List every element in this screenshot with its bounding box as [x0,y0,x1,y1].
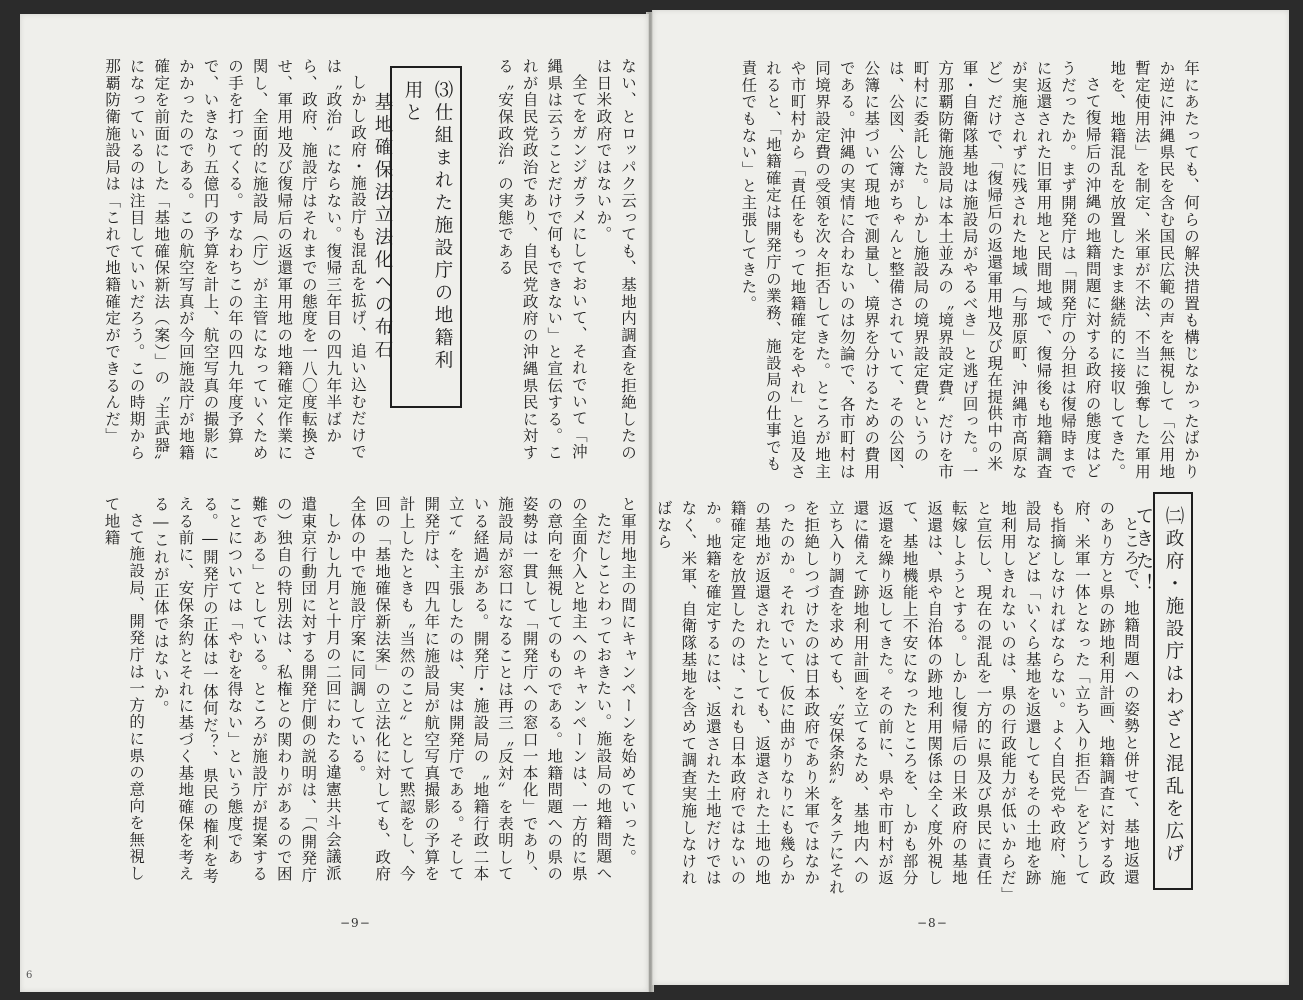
left-top-text-b [24,58,370,470]
right-top-paragraph-2: さて復帰后の沖縄の地籍問題に対する政府の態度はどうだったか。まず開発庁は「開発庁の分担は復帰時までに返還された旧軍用地と民間地域で、復帰後も地籍調査が実施されずに残された地域（与那原町、沖縄市高原など）だけで、「復帰后の返還軍用地及び現在提供中の米軍・自衛隊基地は施設局がやるべき」と逃げ回った。一方那覇防衛施設局は本土並みの〝境界設定費〟だけを市町村に委託した。しかし施設局の境界設定費というのは、公図、公簿がちゃんと整備されていて、その公図、公簿に基づいて現地で測量し、境界を分けるための費用である。沖縄の実情に合わないのは勿論で、各市町村は同境界設定費の受領を次々拒否してきた。ところが地主や市町村から「責任をもって地籍確定をやれ」と追及されると、「地籍確定は開発庁の業務、施設局の仕事でも責任でもない」と主張してきた。 [739,60,1102,480]
corner-mark: 6 [26,970,33,981]
left-bottom-paragraph-2: ただしことわっておきたい。施設局の地籍問題への全面介入と地主へのキャンペーンは、一方的に県の意向を無視してのものである。地籍問題への県の姿勢は一貫して「開発庁への窓口一本化」であり、施設局が窓口になることは再三〝反対〟を表明している経過がある。開発庁・施設局の〝地籍行政二本立て〟を主張したのは、実は開発庁である。そして開発庁は、四九年に施設局が航空写真撮影の予算を計上したときも〝当然のこと〟として黙認をし、今回の「基地確保新法案」の立法化に対しても、政府全体の中で施設庁案に同調している。 [348,496,613,883]
right-top-text [663,60,1203,484]
left-bottom-paragraph-4: さて施設局、開発庁は一方的に県の意向を無視して地籍 [102,496,146,882]
right-page [652,10,1289,985]
page-number-9: −9− [340,916,371,930]
right-bottom-text [654,500,1143,896]
left-bottom-paragraph-1: と軍用地主の間にキャンペーンを始めていった。 [619,496,637,866]
left-bottom-text [34,496,640,896]
left-top-paragraph-3: しかし政府・施設庁も混乱を拡げ、追い込むだけでは〝政治〟にならない。復帰三年目の四九年半ばから、政府、施設庁はそれまでの態度を一八〇度転換させ、軍用地及び復帰后の返還軍用地の地籍確定作業に関し、全面的に施設局（庁）が主管になっていくための手を打ってくる。すなわちこの年の四九年度予算で、いきなり五億円の予算を計上、航空写真の撮影にかかったのである。この航空写真が今回施設庁が地籍確定を前面にした「基地確保新法（案）」の〝主武器〟になっているのは注目していいだろう。この時期から那覇防衛施設局は「これで地籍確定ができるんだ」 [103,58,367,463]
left-top-paragraph-1: ない、とロッパク云っても、基地内調査を拒絶したのは日米政府ではないか。 [594,58,637,462]
left-top-text-a [486,58,640,470]
right-section-heading: ㈡政府・施設庁はわざと混乱を広げてきた！ [1153,492,1193,890]
right-top-paragraph-1: 年にあたっても、何らの解決措置も構じなかったばかりか逆に沖縄県民を含む国民広範の声を無視して「公用地暫定使用法」を制定、米軍が不法、不当に強奪した軍用地を、地籍混乱を放置したまま継続的に接収してきた。 [1108,60,1200,480]
left-heading-line2: 基地確保法立法化への布石 [372,92,393,362]
page-number-8: −8− [917,916,948,930]
left-section-heading [372,66,462,408]
left-top-paragraph-2: 全てをガンジガラメにしておいて、それでいて「沖縄県は云うことだけで何もできない」と宣伝する。これが自民党政治であり、自民党政府の沖縄県民に対する〝安保政治〟の実態である [496,58,588,462]
left-page [20,14,649,992]
right-bottom-paragraph-1: ところで、地籍問題への姿勢と併せて、基地返還のあり方と県の跡地利用計画、地籍調査に対する政府、米軍一体となった「立ち入り拒否」をどうしても指摘しなければならない。よく自民党や政府、施設局などは「いくら基地を返還してもその土地を跡地利用しきれないのは、県の行政能力が低いからだ」と宣伝し、現在の混乱を一方的に県及び県民に責任転嫁しようとする。しかし復帰后の日米政府の基地返還は、県や自治体の跡地利用関係は全く度外視して、基地機能上不安になったところを、しかも部分返還を繰り返してきた。その前に、県や市町村が返還に備えて跡地利用計画を立てるため、基地内への立ち入り調査を求めても、〝安保条約〟をタテにそれを拒絶しつづけたのは日本政府であり米軍ではなかったのか。それでいて、仮に曲がりなりにも幾らかの基地が返還されたとしても、返還された土地の地籍確定を放置したのは、これも日本政府ではないのか。地籍を確定するには、返還された土地だけではなく、米軍、自衛隊基地を含めて調査実施しなければなら [654,500,1140,896]
left-bottom-paragraph-3: しかし九月と十月の二回にわたる違憲共斗会議派遣東京行動団に対する開発庁側の説明は、「（開発庁の）独自の特別法は、私権との関わりがあるので困難である」としている。ところが施設庁が提案することについては「やむを得ない」という態度である。―開発庁の正体は一体何だ？、県民の権利を考える前に、安保条約とそれに基づく基地確保を考える―これが正体ではないか。 [151,496,342,885]
left-heading-line1: ⑶仕組まれた施設庁の地籍利用と [402,80,453,373]
